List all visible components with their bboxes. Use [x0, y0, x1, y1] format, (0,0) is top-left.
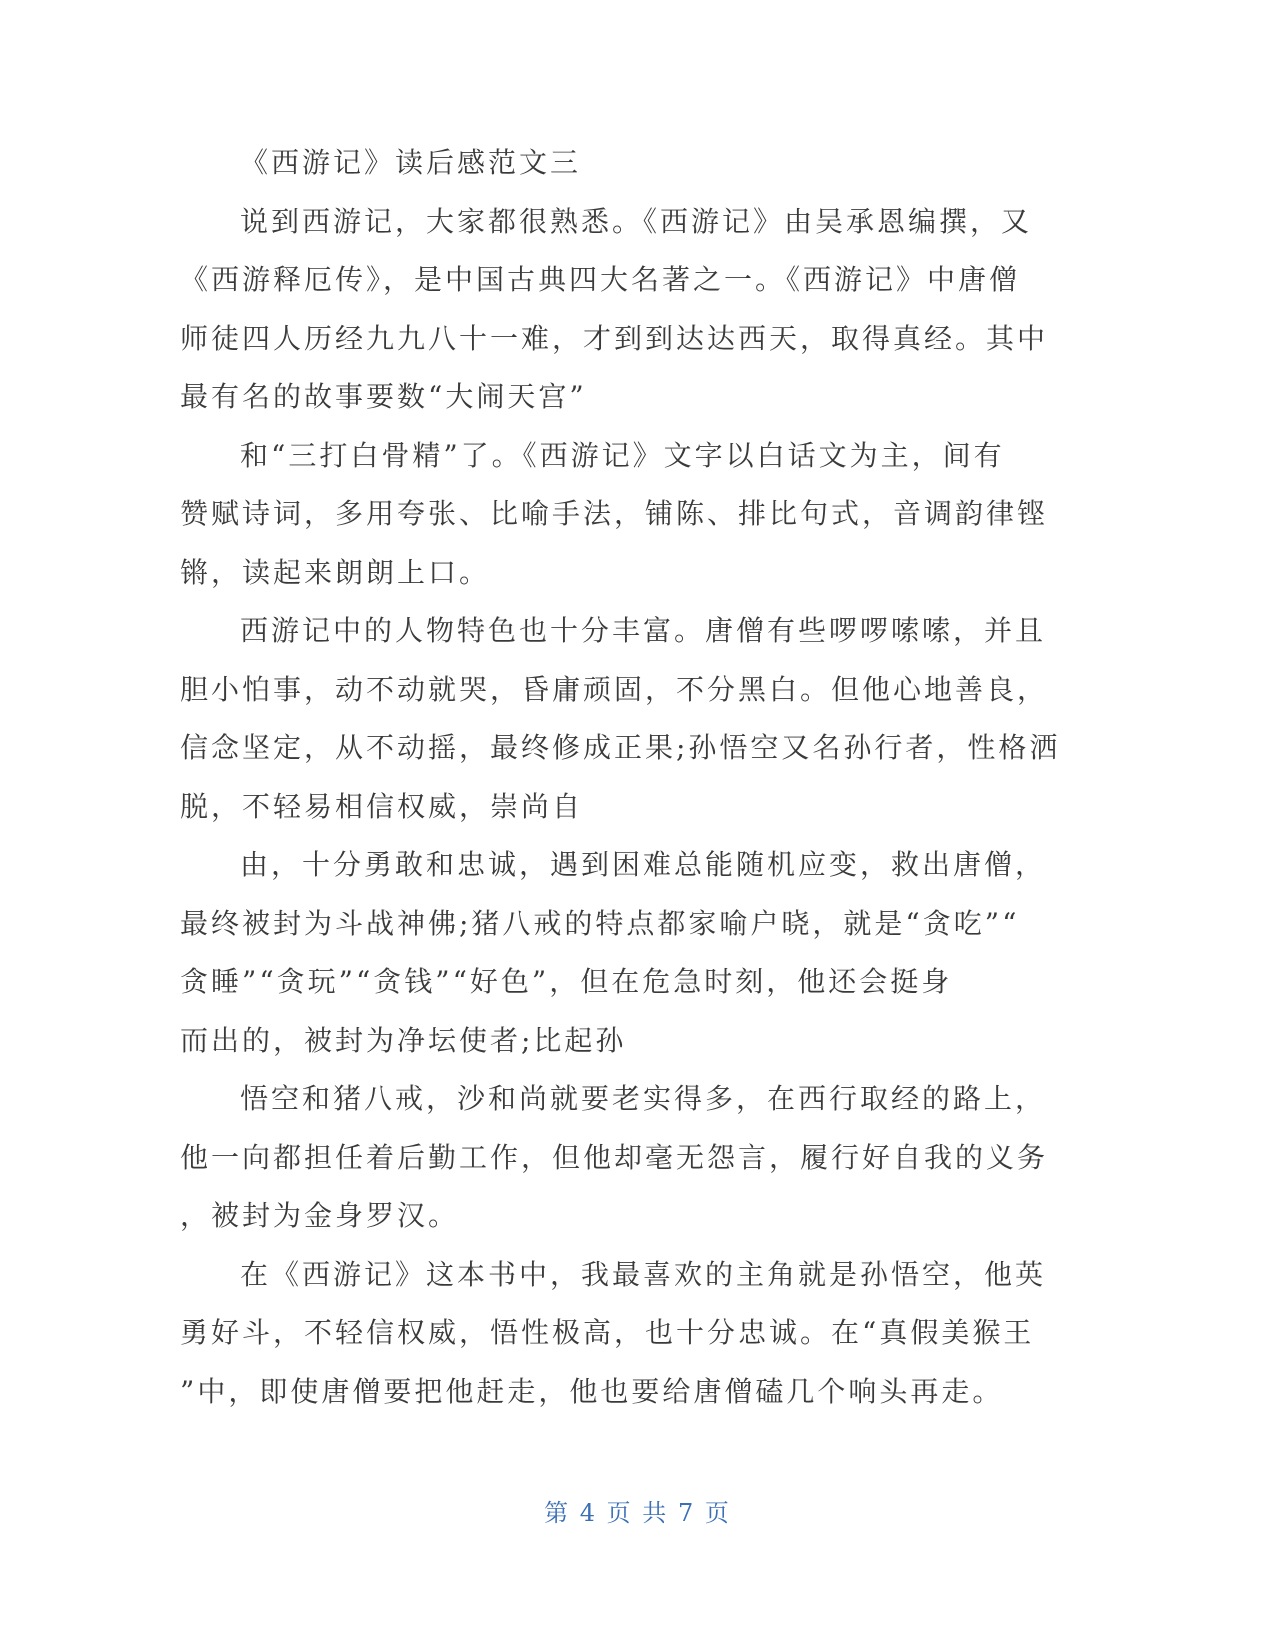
text-line: ，被封为金身罗汉。: [180, 1199, 460, 1232]
document-title: 《西游记》读后感范文三: [240, 146, 582, 179]
text-line: 胆小怕事，动不动就哭，昏庸顽固，不分黑白。但他心地善良，: [180, 672, 1049, 706]
text-line: 而出的，被封为净坛使者;比起孙: [180, 1023, 627, 1057]
text-line: 和“三打白骨精”了。《西游记》文字以白话文为主，间有: [240, 438, 1005, 472]
text-line: 脱，不轻易相信权威，崇尚自: [180, 789, 584, 823]
text-line: 西游记中的人物特色也十分丰富。唐僧有些啰啰嗦嗦，并且: [240, 614, 1047, 647]
text-line: ”中，即使唐僧要把他赶走，他也要给唐僧磕几个响头再走。: [180, 1374, 1004, 1408]
text-line: 在《西游记》这本书中，我最喜欢的主角就是孙悟空，他英: [240, 1257, 1047, 1291]
text-line: 贪睡”“贪玩”“贪钱”“好色”，但在危急时刻，他还会挺身: [180, 965, 953, 998]
text-line: 说到西游记，大家都很熟悉。《西游记》由吴承恩编撰，又: [240, 204, 1033, 238]
text-line: 锵，读起来朗朗上口。: [180, 555, 491, 589]
text-line: 最终被封为斗战神佛;猪八戒的特点都家喻户晓，就是“贪吃”“: [180, 906, 1020, 940]
text-line: 《西游释厄传》，是中国古典四大名著之一。《西游记》中唐僧: [180, 263, 1021, 296]
text-line: 赞赋诗词，多用夸张、比喻手法，铺陈、排比句式，音调韵律铿: [180, 497, 1049, 530]
text-line: 他一向都担任着后勤工作，但他却毫无怨言，履行好自我的义务: [180, 1140, 1049, 1174]
page-number-footer: 第 4 页 共 7 页: [544, 1499, 731, 1527]
document-body: [180, 134, 1061, 1421]
text-line: 勇好斗，不轻信权威，悟性极高，也十分忠诚。在“真假美猴王: [180, 1316, 1035, 1349]
text-line: 信念坚定，从不动摇，最终修成正果;孙悟空又名孙行者，性格洒: [180, 731, 1061, 764]
text-line: 悟空和猪八戒，沙和尚就要老实得多，在西行取经的路上，: [240, 1082, 1047, 1115]
text-line: 最有名的故事要数“大闹天宫”: [180, 380, 587, 413]
text-line: 由，十分勇敢和忠诚，遇到困难总能随机应变，救出唐僧，: [240, 848, 1047, 881]
text-line: 师徒四人历经九九八十一难，才到到达达西天，取得真经。其中: [180, 321, 1049, 355]
